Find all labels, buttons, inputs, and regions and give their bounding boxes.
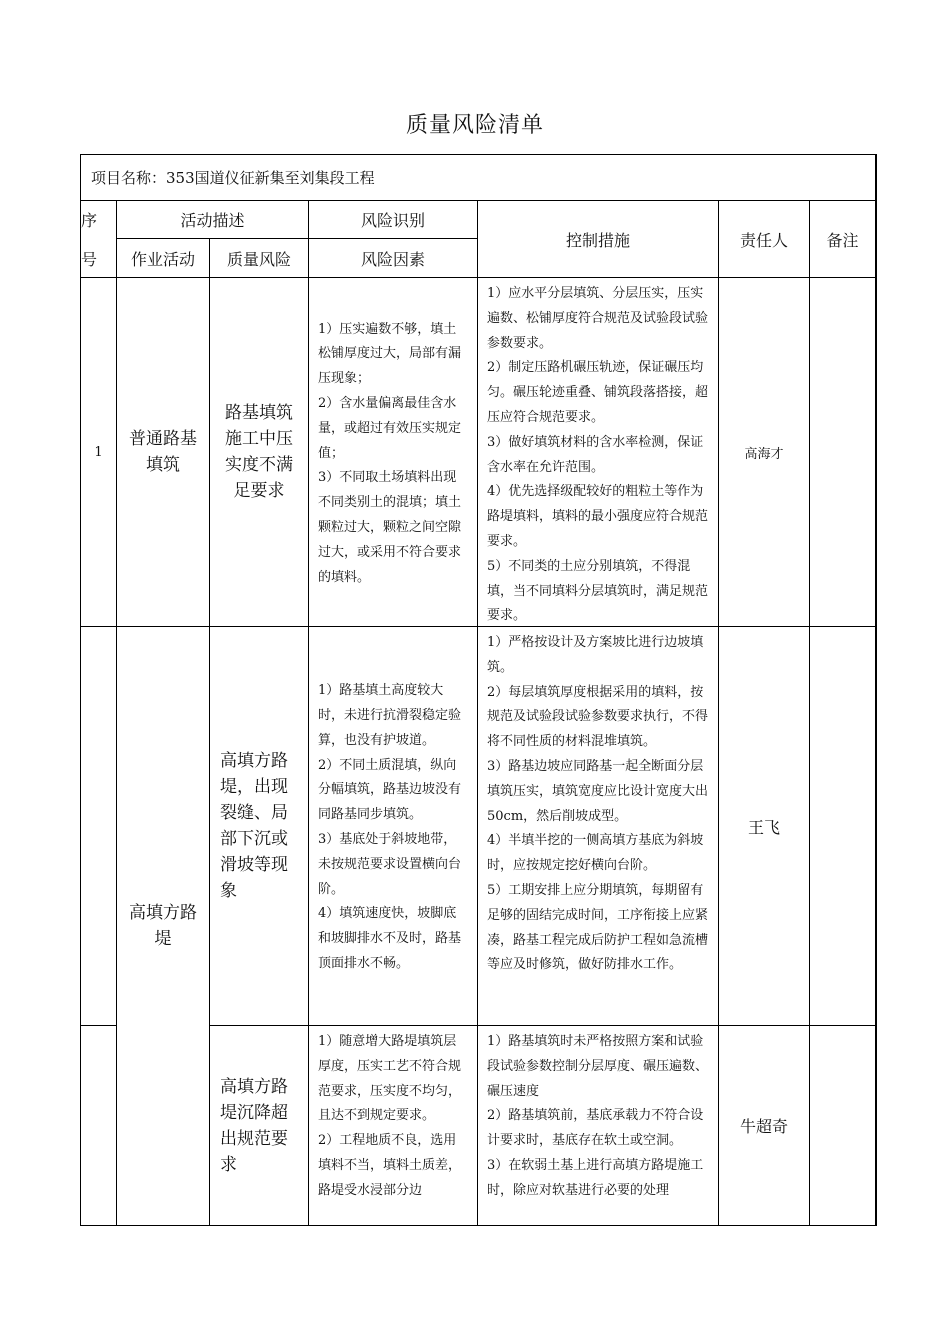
row1-control-4: 4）优先选择级配较好的粗粒土等作为路堤填料，填料的最小强度应符合规范要求。 [487,484,709,549]
row2-control-3: 3）路基边坡应同路基一起全断面分层填筑压实，填筑宽度应比设计宽度大出50cm，然后削坡成型。 [487,758,709,824]
row2-controls [477,626,719,1026]
table-outer-border [876,154,877,1226]
row1-factor-1: 1）压实遍数不够，填土松铺厚度过大，局部有漏压现象； [318,321,462,387]
row2-control-5: 5）工期安排上应分期填筑，每期留有足够的固结完成时间，工序衔接上应紧凑，路基工程完成后防护工程如急流槽等应及时修筑，做好防排水工作。 [487,882,709,973]
row3-control-3: 3）在软弱土基上进行高填方路堤施工时，除应对软基进行必要的处理 [487,1157,704,1198]
header-quality-risk: 质量风险 [209,238,309,278]
row1-activity: 普通路基填筑 [116,277,210,627]
header-owner: 责任人 [718,200,810,278]
row3-control-1: 1）路基填筑时未严格按照方案和试验段试验参数控制分层厚度、碾压遍数、碾压速度 [487,1034,709,1099]
header-seq-bottom: 号 [81,250,98,269]
row2-activity: 高填方路堤 [116,626,210,1226]
row2-owner: 王飞 [718,626,810,1026]
row2-seq [80,626,117,1026]
row1-controls [477,277,719,627]
row1-control-1: 1）应水平分层填筑、分层压实，压实遍数、松铺厚度符合规范及试验段试验参数要求。 [487,286,709,351]
row2-control-2: 2）每层填筑厚度根据采用的填料，按规范及试验段试验参数要求执行，不得将不同性质的材料混堆填筑。 [487,684,709,750]
header-activity-desc: 活动描述 [116,200,309,239]
row3-controls [477,1025,719,1226]
row1-factors [308,277,478,627]
row1-seq: 1 [80,277,117,627]
row1-control-5: 5）不同类的土应分别填筑，不得混填，当不同填料分层填筑时，满足规范要求。 [487,558,709,624]
project-name: 项目名称：353国道仪征新集至刘集段工程 [80,154,876,201]
row2-factor-3: 3）基底处于斜坡地带，未按规范要求设置横向台阶。 [318,832,462,897]
header-seq [80,200,117,278]
row1-remark [809,277,876,627]
row1-control-3: 3）做好填筑材料的含水率检测，保证含水率在允许范围。 [487,434,704,475]
row2-control-4: 4）半填半挖的一侧高填方基底为斜坡时，应按规定挖好横向台阶。 [487,833,704,874]
row2-factor-1: 1）路基填土高度较大时，未进行抗滑裂稳定验算，也没有护坡道。 [318,683,462,748]
page-title: 质量风险清单 [405,113,544,138]
row3-control-2: 2）路基填筑前，基底承载力不符合设计要求时，基底存在软土或空洞。 [487,1108,704,1149]
row3-factors [308,1025,478,1226]
header-risk-factor: 风险因素 [308,238,478,278]
header-seq-top: 序 [81,211,98,230]
row2-factor-4: 4）填筑速度快，坡脚底和坡脚排水不及时，路基顶面排水不畅。 [318,906,462,971]
row3-seq [80,1025,117,1226]
header-work-activity: 作业活动 [116,238,210,278]
row2-remark [809,626,876,1026]
row1-owner: 高海才 [718,277,810,627]
row3-factor-1: 1）随意增大路堤填筑层厚度，压实工艺不符合规范要求，压实度不均匀，且达不到规定要求。 [318,1034,462,1124]
row2-control-1: 1）严格按设计及方案坡比进行边坡填筑。 [487,635,704,675]
row1-risk: 路基填筑施工中压实度不满足要求 [209,277,309,627]
row2-factors [308,626,478,1026]
row2-factor-2: 2）不同土质混填，纵向分幅填筑，路基边坡没有同路基同步填筑。 [318,757,462,823]
row1-control-2: 2）制定压路机碾压轨迹，保证碾压均匀。碾压轮迹重叠、铺筑段落搭接，超压应符合规范要求。 [487,360,709,425]
row3-factor-2: 2）工程地质不良，选用填料不当，填料土质差，路堤受水浸部分边 [318,1133,462,1198]
row1-factor-3: 3）不同取土场填料出现不同类别土的混填；填土颗粒过大，颗粒之间空隙过大，或采用不符合要求的填料。 [318,470,462,585]
header-control: 控制措施 [477,200,719,278]
row3-remark [809,1025,876,1226]
row2-risk: 高填方路堤，出现裂缝、局部下沉或滑坡等现象 [209,626,309,1026]
header-risk-ident: 风险识别 [308,200,478,239]
row1-factor-2: 2）含水量偏离最佳含水量，或超过有效压实规定值； [318,396,462,461]
row3-risk: 高填方路堤沉降超出规范要求 [209,1025,309,1226]
header-remark: 备注 [809,200,876,278]
row3-owner: 牛超奇 [718,1025,810,1226]
